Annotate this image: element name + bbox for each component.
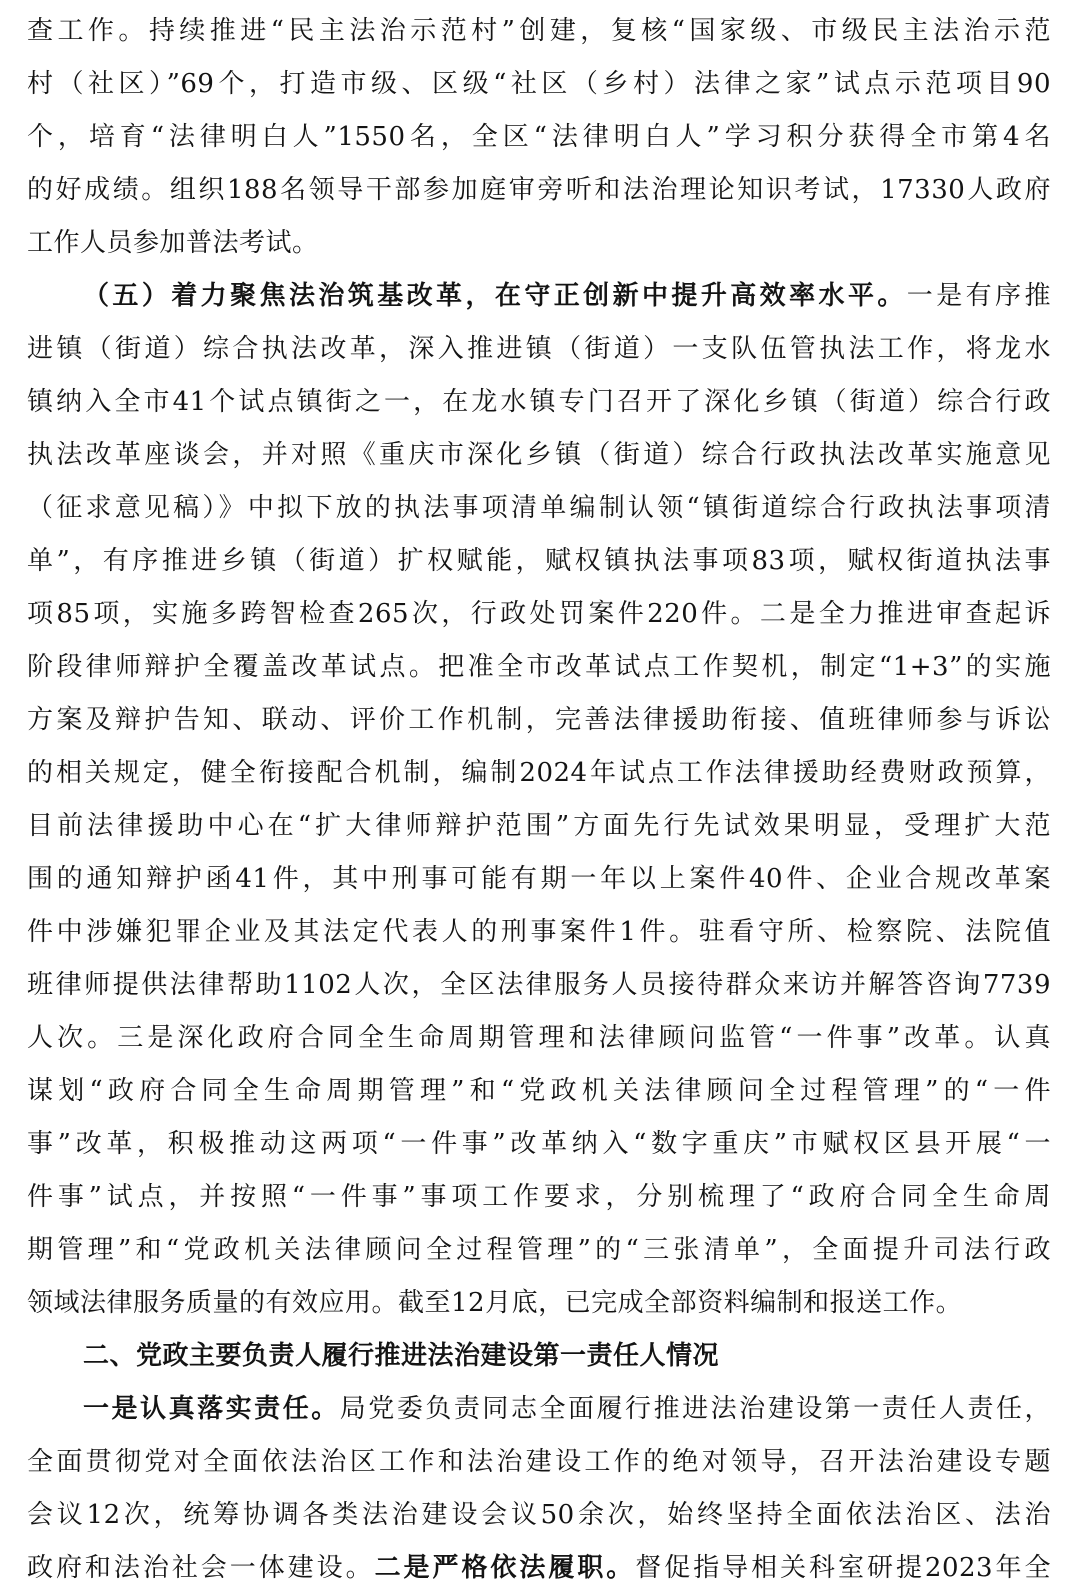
text-line: 查工作。持续推进“民主法治示范村”创建，复核“国家级、市级民主法治示范: [27, 16, 1051, 46]
text-line: 方案及辩护告知、联动、评价工作机制，完善法律援助衔接、值班律师参与诉讼: [27, 705, 1051, 735]
text-line: （征求意见稿）》中拟下放的执法事项清单编制认领“镇街道综合行政执法事项清: [27, 493, 1051, 523]
text-run: 督促指导相关科室研提2023年全: [635, 1553, 1051, 1583]
paragraph-reform: [27, 270, 1051, 1330]
text-line: 班律师提供法律帮助1102人次，全区法律服务人员接待群众来访并解答咨询7739: [27, 970, 1051, 1000]
text-line: 执法改革座谈会，并对照《重庆市深化乡镇（街道）综合行政执法改革实施意见: [27, 440, 1051, 470]
text-line: 的好成绩。组织188名领导干部参加庭审旁听和法治理论知识考试，17330人政府: [27, 175, 1051, 205]
text-line: 进镇（街道）综合执法改革，深入推进镇（街道）一支队伍管执法工作，将龙水: [27, 334, 1051, 364]
section-heading: 二、党政主要负责人履行推进法治建设第一责任人情况: [83, 1341, 720, 1371]
document-page: [27, 5, 1051, 1595]
point-lead-heading: 一是认真落实责任。: [83, 1394, 340, 1424]
text-line: 工作人员参加普法考试。: [27, 228, 319, 258]
text-line: 谋划“政府合同全生命周期管理”和“党政机关法律顾问全过程管理”的“一件: [27, 1076, 1051, 1106]
text-line: 阶段律师辩护全覆盖改革试点。把准全市改革试点工作契机，制定“1+3”的实施: [27, 652, 1051, 682]
text-line: [27, 270, 1051, 323]
text-line: 目前法律援助中心在“扩大律师辩护范围”方面先行先试效果明显，受理扩大范: [27, 811, 1051, 841]
text-run: 一是有序推: [906, 281, 1051, 311]
text-line: [27, 1542, 1051, 1595]
text-line: 件事”试点，并按照“一件事”事项工作要求，分别梳理了“政府合同全生命周: [27, 1182, 1051, 1212]
text-line: 事”改革，积极推动这两项“一件事”改革纳入“数字重庆”市赋权区县开展“一: [27, 1129, 1051, 1159]
paragraph-responsibility: [27, 1383, 1051, 1595]
text-line: 领域法律服务质量的有效应用。截至12月底，已完成全部资料编制和报送工作。: [27, 1288, 963, 1318]
text-line: [27, 1383, 1051, 1436]
text-line: 镇纳入全市41个试点镇街之一，在龙水镇专门召开了深化乡镇（街道）综合行政: [27, 387, 1051, 417]
paragraph-community-law: [27, 5, 1051, 270]
text-line: 村（社区）”69个，打造市级、区级“社区（乡村）法律之家”试点示范项目90: [27, 69, 1051, 99]
text-line: 人次。三是深化政府合同全生命周期管理和法律顾问监管“一件事”改革。认真: [27, 1023, 1051, 1053]
text-line: 单”，有序推进乡镇（街道）扩权赋能，赋权镇执法事项83项，赋权街道执法事: [27, 546, 1051, 576]
text-line: 个，培育“法律明白人”1550名，全区“法律明白人”学习积分获得全市第4名: [27, 122, 1051, 152]
text-line: 件中涉嫌犯罪企业及其法定代表人的刑事案件1件。驻看守所、检察院、法院值: [27, 917, 1051, 947]
text-line: 项85项，实施多跨智检查265次，行政处罚案件220件。二是全力推进审查起诉: [27, 599, 1051, 629]
text-line: 会议12次，统筹协调各类法治建设会议50余次，始终坚持全面依法治区、法治: [27, 1500, 1051, 1530]
point-lead-heading: 二是严格依法履职。: [374, 1553, 636, 1583]
text-line: 全面贯彻党对全面依法治区工作和法治建设工作的绝对领导，召开法治建设专题: [27, 1447, 1051, 1477]
text-run: 政府和法治社会一体建设。: [27, 1553, 375, 1583]
text-line: 的相关规定，健全衔接配合机制，编制2024年试点工作法律援助经费财政预算，: [27, 758, 1051, 788]
text-line: 围的通知辩护函41件，其中刑事可能有期一年以上案件40件、企业合规改革案: [27, 864, 1051, 894]
section-lead-heading: （五）着力聚焦法治筑基改革，在守正创新中提升高效率水平。: [83, 281, 907, 311]
text-run: 局党委负责同志全面履行推进法治建设第一责任人责任，: [339, 1394, 1051, 1424]
text-line: 期管理”和“党政机关法律顾问全过程管理”的“三张清单”，全面提升司法行政: [27, 1235, 1051, 1265]
